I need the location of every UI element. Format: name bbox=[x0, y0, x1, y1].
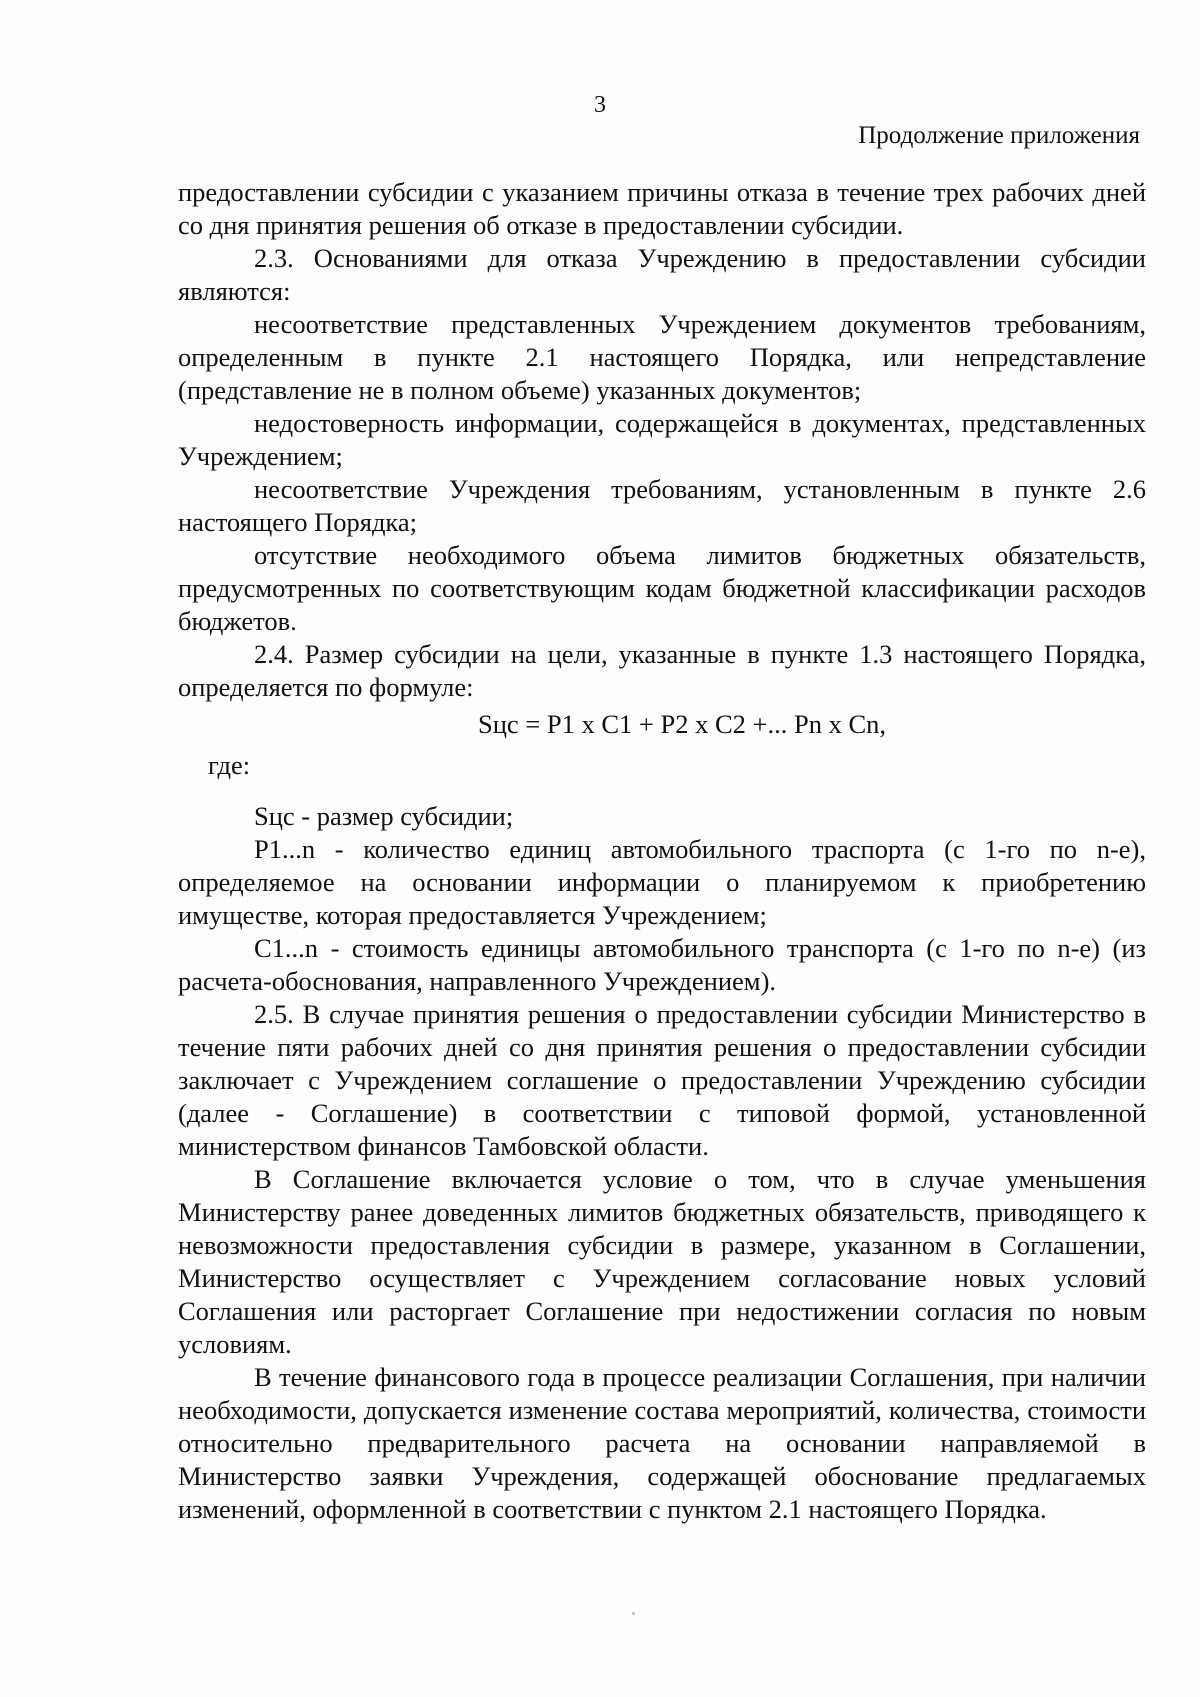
document-body bbox=[178, 176, 1146, 1526]
formula-term-p: P1...n - количество единиц автомобильного траспорта (с 1-го по n-е), определяемое на основании информации о планируемом к приобретению имуществе, которая предоставляется Учреждением; bbox=[178, 834, 1146, 930]
paragraph-2-4: 2.4. Размер субсидии на цели, указанные в пункте 1.3 настоящего Порядка, определяется по формуле: bbox=[178, 639, 1146, 702]
paragraph-ground-2: недостоверность информации, содержащейся в документах, представленных Учреждением; bbox=[178, 408, 1146, 471]
paragraph-agreement-condition: В Соглашение включается условие о том, что в случае уменьшения Министерству ранее доведенных лимитов бюджетных обязательств, приводящего к невозможности предоставления субсидии в размере, указанном в Соглашении, Министерство осуществляет с Учреждением согласование новых условий Соглашения или расторгает Соглашение при недостижении согласия по новым условиям. bbox=[178, 1164, 1146, 1359]
paragraph-ground-1: несоответствие представленных Учреждением документов требованиям, определенным в пункте 2.1 настоящего Порядка, или непредставление (представление не в полном объеме) указанных документов; bbox=[178, 309, 1146, 405]
paragraph-2-5: 2.5. В случае принятия решения о предоставлении субсидии Министерство в течение пяти рабочих дней со дня принятия решения о предоставлении субсидии заключает с Учреждением соглашение о предоставлении Учреждению субсидии (далее - Соглашение) в соответствии с типовой формой, установленной министерством финансов Тамбовской области. bbox=[178, 999, 1146, 1161]
page-number: 3 bbox=[594, 92, 606, 118]
formula-where-label: где: bbox=[208, 750, 251, 780]
formula-term-s: Sцс - размер субсидии; bbox=[254, 801, 514, 831]
paragraph-continuation: предоставлении субсидии с указанием причины отказа в течение трех рабочих дней со дня принятия решения об отказе в предоставлении субсидии. bbox=[178, 177, 1146, 240]
paragraph-2-3: 2.3. Основаниями для отказа Учреждению в предоставлении субсидии являются: bbox=[178, 243, 1146, 306]
paragraph-ground-4: отсутствие необходимого объема лимитов бюджетных обязательств, предусмотренных по соответствующим кодам бюджетной классификации расходов бюджетов. bbox=[178, 540, 1146, 636]
paragraph-ground-3: несоответствие Учреждения требованиям, установленным в пункте 2.6 настоящего Порядка; bbox=[178, 474, 1146, 537]
scan-speck bbox=[632, 1612, 635, 1615]
annex-continuation-note: Продолжение приложения bbox=[858, 122, 1140, 149]
subsidy-formula: Sцс = P1 x C1 + P2 x C2 +... Pn x Cn, bbox=[477, 709, 886, 739]
paragraph-agreement-changes: В течение финансового года в процессе реализации Соглашения, при наличии необходимости, допускается изменение состава мероприятий, количества, стоимости относительно предварительного расчета на основании направляемой в Министерство заявки Учреждения, содержащей обоснование предлагаемых изменений, оформленной в соответствии с пунктом 2.1 настоящего Порядка. bbox=[178, 1362, 1146, 1524]
formula-term-c: C1...n - стоимость единицы автомобильного транспорта (с 1-го по n-е) (из расчета-обоснования, направленного Учреждением). bbox=[178, 933, 1146, 996]
